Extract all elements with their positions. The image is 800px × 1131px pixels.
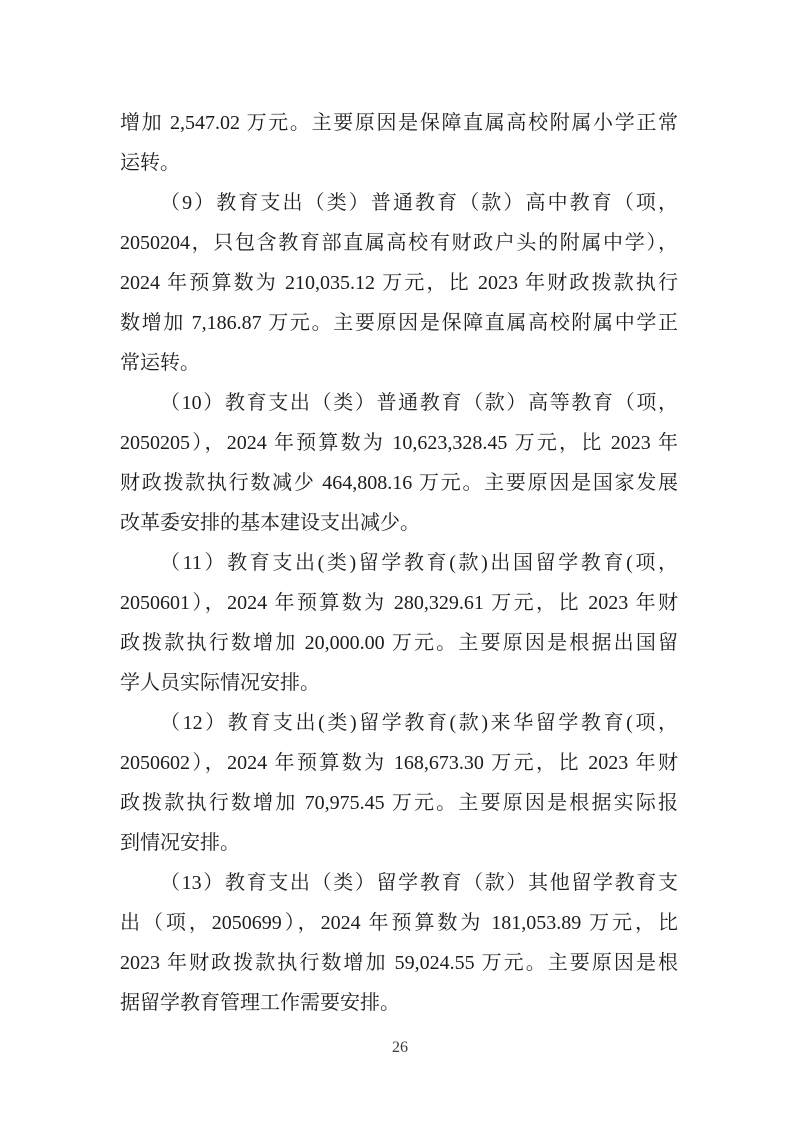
text-line: 2023 年财政拨款执行数增加 59,024.55 万元。主要原因是根 bbox=[120, 952, 678, 974]
text-line: 运转。 bbox=[120, 152, 180, 174]
text-line: 政拨款执行数增加 70,975.45 万元。主要原因是根据实际报 bbox=[120, 792, 678, 814]
text-line: 2050602），2024 年预算数为 168,673.30 万元，比 2023 年财 bbox=[120, 752, 678, 774]
text-line: （10）教育支出（类）普通教育（款）高等教育（项， bbox=[160, 392, 678, 414]
text-line: （9）教育支出（类）普通教育（款）高中教育（项， bbox=[160, 192, 678, 214]
paragraph-item-13 bbox=[120, 863, 678, 1023]
text-line: 2050205），2024 年预算数为 10,623,328.45 万元，比 2023 年 bbox=[120, 432, 678, 454]
paragraph-item-9 bbox=[120, 183, 678, 383]
text-line: （11）教育支出(类)留学教育(款)出国留学教育(项， bbox=[160, 552, 678, 574]
text-line: 到情况安排。 bbox=[120, 832, 240, 854]
paragraph-item-12 bbox=[120, 703, 678, 863]
text-line: （12）教育支出(类)留学教育(款)来华留学教育(项， bbox=[160, 712, 678, 734]
text-line: 2050204，只包含教育部直属高校有财政户头的附属中学）， bbox=[120, 232, 678, 254]
text-line: 出（项，2050699），2024 年预算数为 181,053.89 万元，比 bbox=[120, 912, 678, 934]
text-line: 政拨款执行数增加 20,000.00 万元。主要原因是根据出国留 bbox=[120, 632, 678, 654]
text-line: 数增加 7,186.87 万元。主要原因是保障直属高校附属中学正 bbox=[120, 312, 678, 334]
text-line: 常运转。 bbox=[120, 352, 200, 374]
paragraph-item-11 bbox=[120, 543, 678, 703]
text-line: 据留学教育管理工作需要安排。 bbox=[120, 992, 400, 1014]
paragraph-continuation bbox=[120, 103, 678, 183]
paragraph-item-10 bbox=[120, 383, 678, 543]
text-line: 改革委安排的基本建设支出减少。 bbox=[120, 512, 420, 534]
text-line: 2024 年预算数为 210,035.12 万元，比 2023 年财政拨款执行 bbox=[120, 272, 678, 294]
text-line: 财政拨款执行数减少 464,808.16 万元。主要原因是国家发展 bbox=[120, 472, 678, 494]
page-number: 26 bbox=[392, 1039, 408, 1056]
text-line: （13）教育支出（类）留学教育（款）其他留学教育支 bbox=[160, 872, 678, 894]
text-line: 学人员实际情况安排。 bbox=[120, 672, 320, 694]
text-line: 增加 2,547.02 万元。主要原因是保障直属高校附属小学正常 bbox=[120, 112, 678, 134]
text-line: 2050601），2024 年预算数为 280,329.61 万元，比 2023 年财 bbox=[120, 592, 678, 614]
text-block bbox=[120, 103, 678, 1023]
